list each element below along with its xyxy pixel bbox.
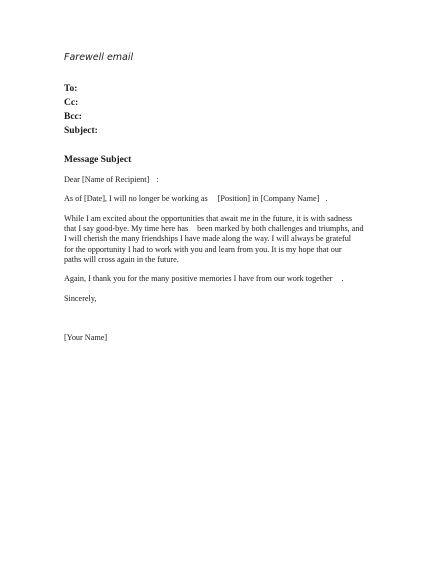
paragraph-thanks-text: Again, I thank you for the many positive memories I have from our work together <box>64 274 333 283</box>
signature-line: [Your Name] <box>64 333 108 342</box>
paragraph-farewell-line: I will cherish the many friendships I have made along the way. I will always be grateful <box>64 234 352 244</box>
paragraph-position-text: As of [Date], I will no longer be working as <box>64 194 208 203</box>
to-field-label: To: <box>64 84 78 94</box>
greeting-recipient: [Name of Recipient] <box>81 175 150 184</box>
bcc-field-label: Bcc: <box>64 112 82 122</box>
paragraph-farewell-line: for the opportunity I had to work with you and learn from you. It is my hope that our <box>64 244 342 254</box>
paragraph-farewell-line <box>64 224 382 234</box>
paragraph-farewell-line: While I am excited about the opportunities that await me in the future, it is with sadness <box>64 214 353 223</box>
cc-field-label: Cc: <box>64 98 79 108</box>
paragraph-thanks <box>64 274 382 284</box>
closing-line: Sincerely, <box>64 294 97 303</box>
paragraph-position <box>64 194 382 204</box>
paragraph-farewell-segment: been marked by both challenges and triumphs, and <box>197 224 364 234</box>
document-title: Farewell email <box>64 52 134 63</box>
paragraph-thanks-period: . <box>341 274 344 283</box>
paragraph-position-company: in [Company Name] <box>252 194 320 203</box>
paragraph-farewell <box>64 214 382 265</box>
paragraph-position-period: . <box>325 194 328 203</box>
message-subject-heading: Message Subject <box>64 155 132 165</box>
greeting-colon: : <box>156 175 159 184</box>
paragraph-position-role: [Position] <box>217 194 251 203</box>
paragraph-farewell-line: paths will cross again in the future. <box>64 254 179 264</box>
paragraph-farewell-segment: that I say good-bye. My time here has <box>64 224 189 234</box>
subject-field-label: Subject: <box>64 126 98 136</box>
greeting-line <box>64 175 382 185</box>
greeting-prefix: Dear <box>64 175 80 184</box>
